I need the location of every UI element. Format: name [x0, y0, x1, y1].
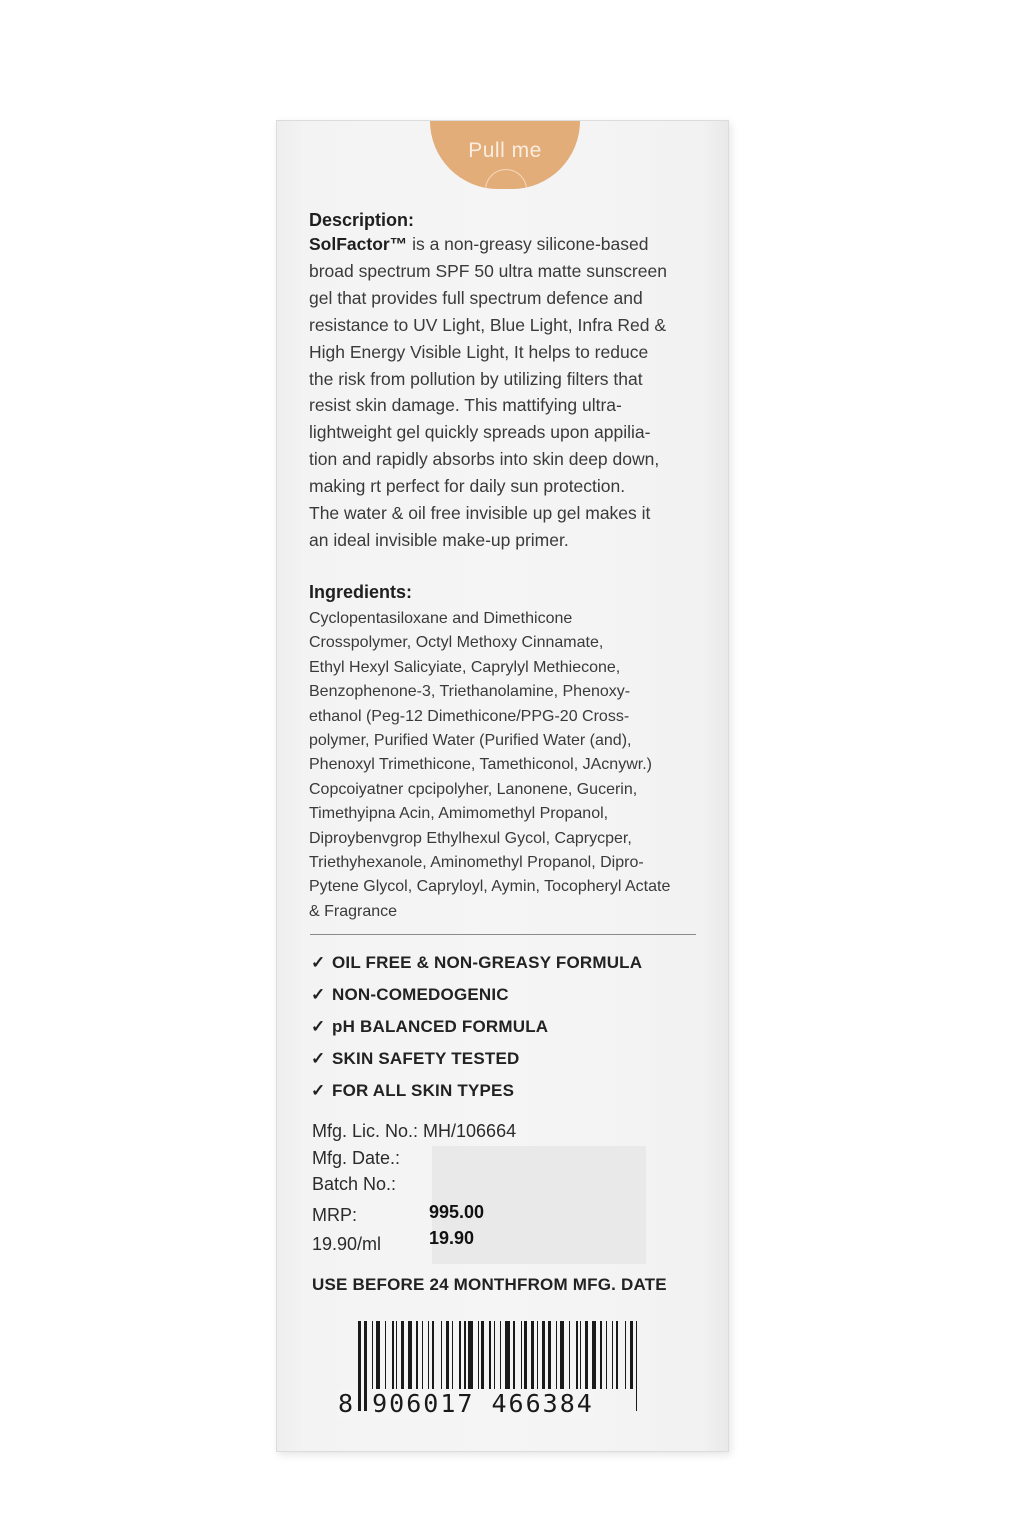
- barcode-bar: [513, 1321, 515, 1389]
- barcode-bar: [580, 1321, 581, 1389]
- description-line: tion and rapidly absorbs into skin deep down,: [309, 449, 660, 470]
- description-line: the risk from pollution by utilizing filters that: [309, 368, 643, 389]
- barcode-bar: [392, 1321, 394, 1389]
- pull-tab-label: Pull me: [468, 139, 542, 162]
- barcode-bar: [464, 1321, 466, 1389]
- ingredient-line: Benzophenone-3, Triethanolamine, Phenoxy-: [309, 683, 631, 701]
- description-line: an ideal invisible make-up primer.: [309, 529, 569, 550]
- barcode-bar: [542, 1321, 545, 1389]
- barcode-bar: [401, 1321, 404, 1389]
- ingredient-line: polymer, Purified Water (Purified Water (and),: [309, 732, 632, 750]
- barcode-bar: [556, 1321, 557, 1389]
- barcode-first-digit: 8: [338, 1389, 356, 1418]
- description-line: lightweight gel quickly spreads upon appilia-: [309, 422, 651, 443]
- barcode-bar: [481, 1321, 484, 1389]
- barcode-bar: [630, 1321, 633, 1389]
- barcode-bar: [432, 1321, 434, 1389]
- description-line: The water & oil free invisible up gel makes it: [309, 503, 651, 524]
- description-line: is a non-greasy silicone-based: [407, 234, 649, 254]
- pull-tab-ring-icon: [485, 169, 527, 189]
- barcode-digits: [338, 1389, 638, 1418]
- barcode-bar: [616, 1321, 618, 1389]
- ingredient-line: Diproybenvgrop Ethylhexul Gycol, Caprycper,: [309, 829, 632, 847]
- description-line: broad spectrum SPF 50 ultra matte sunscreen: [309, 260, 667, 281]
- feature-item: [311, 1015, 642, 1047]
- barcode-bar: [372, 1321, 373, 1389]
- brand-name: SolFactor™: [309, 234, 408, 254]
- barcode-bar: [441, 1321, 442, 1389]
- check-icon: ✓: [311, 953, 326, 972]
- description-line: gel that provides full spectrum defence and: [309, 287, 643, 308]
- barcode-bar: [416, 1321, 418, 1389]
- barcode-bar: [606, 1321, 607, 1389]
- mrp-value: 995.00: [429, 1202, 485, 1222]
- feature-list: [311, 951, 642, 1111]
- barcode-group-left: 906017: [372, 1389, 475, 1418]
- divider: [310, 934, 696, 935]
- ingredient-line: & Fragrance: [309, 902, 398, 920]
- barcode-bar: [478, 1321, 479, 1389]
- feature-item: [311, 951, 642, 983]
- barcode-bar: [376, 1321, 380, 1389]
- barcode-bar: [548, 1321, 550, 1389]
- feature-label: pH BALANCED FORMULA: [332, 1017, 549, 1036]
- description-section: [309, 210, 719, 554]
- barcode-bar: [592, 1321, 596, 1389]
- barcode-bar: [396, 1321, 397, 1389]
- description-line: making rt perfect for daily sun protection.: [309, 476, 626, 497]
- barcode-bar: [625, 1321, 626, 1389]
- description-line: resist skin damage. This mattifying ultra-: [309, 395, 622, 416]
- ingredient-line: Copcoiyatner cpcipolyher, Lanonene, Gucerin,: [309, 780, 638, 798]
- barcode-group-right: 466384: [491, 1389, 594, 1418]
- check-icon: ✓: [311, 1081, 326, 1100]
- ingredient-line: Ethyl Hexyl Salicyiate, Caprylyl Methiecone,: [309, 658, 621, 676]
- barcode-bar: [600, 1321, 602, 1389]
- ingredient-line: Triethyhexanole, Aminomethyl Propanol, Dipro-: [309, 854, 644, 872]
- barcode-bar: [524, 1321, 526, 1389]
- description-heading: Description:: [309, 210, 415, 230]
- unit-price-value: 19.90: [429, 1228, 475, 1248]
- barcode-bar: [446, 1321, 449, 1389]
- ingredient-line: Crosspolymer, Octyl Methoxy Cinnamate,: [309, 634, 604, 652]
- feature-label: SKIN SAFETY TESTED: [332, 1049, 520, 1068]
- feature-label: FOR ALL SKIN TYPES: [332, 1081, 515, 1100]
- ingredient-line: Cyclopentasiloxane and Dimethicone: [309, 610, 573, 627]
- barcode-bar: [422, 1321, 423, 1389]
- mfg-license: Mfg. Lic. No.: MH/106664: [312, 1121, 517, 1141]
- feature-label: NON-COMEDOGENIC: [332, 985, 509, 1004]
- barcode-bar: [537, 1321, 538, 1389]
- ingredients-section: [309, 582, 719, 924]
- barcode-bar: [531, 1321, 534, 1389]
- ingredient-line: Phenoxyl Trimethicone, Tamethiconol, JAcnywr.): [309, 756, 652, 774]
- ingredient-line: Timethyipna Acin, Amimomethyl Propanol,: [309, 805, 609, 823]
- barcode-bar: [560, 1321, 564, 1389]
- feature-item: [311, 983, 642, 1015]
- barcode-bar: [459, 1321, 461, 1389]
- barcode-bar: [585, 1321, 588, 1389]
- barcode-bar: [500, 1321, 501, 1389]
- check-icon: ✓: [311, 1049, 326, 1068]
- feature-item: [311, 1047, 642, 1079]
- barcode-bar: [452, 1321, 453, 1389]
- barcode-bar: [385, 1321, 386, 1389]
- feature-item: [311, 1079, 642, 1111]
- barcode-bar: [612, 1321, 613, 1389]
- barcode-bar: [569, 1321, 570, 1389]
- description-line: resistance to UV Light, Blue Light, Infra Red &: [309, 314, 666, 335]
- check-icon: ✓: [311, 985, 326, 1004]
- barcode-bar: [505, 1321, 509, 1389]
- ingredients-text: [309, 607, 719, 924]
- check-icon: ✓: [311, 1017, 326, 1036]
- description-line: High Energy Visible Light, It helps to reduce: [309, 341, 649, 362]
- barcode-bar: [468, 1321, 472, 1389]
- unit-price-label: 19.90/ml: [312, 1234, 382, 1254]
- ingredient-line: ethanol (Peg-12 Dimethicone/PPG-20 Cross-: [309, 707, 630, 725]
- ingredient-line: Pytene Glycol, Capryloyl, Aymin, Tocopheryl Actate: [309, 878, 671, 896]
- mfg-date-label: Mfg. Date.:: [312, 1148, 401, 1168]
- barcode-bar: [428, 1321, 429, 1389]
- batch-label: Batch No.:: [312, 1174, 397, 1194]
- barcode-bar: [521, 1321, 522, 1389]
- description-text: [309, 231, 719, 554]
- use-before-notice: USE BEFORE 24 MONTHFROM MFG. DATE: [312, 1275, 667, 1294]
- barcode-bar: [408, 1321, 412, 1389]
- barcode-bar: [576, 1321, 578, 1389]
- feature-label: OIL FREE & NON-GREASY FORMULA: [332, 953, 643, 972]
- barcode-bar: [489, 1321, 491, 1389]
- mrp-label: MRP:: [312, 1205, 357, 1225]
- ingredients-heading: Ingredients:: [309, 582, 413, 602]
